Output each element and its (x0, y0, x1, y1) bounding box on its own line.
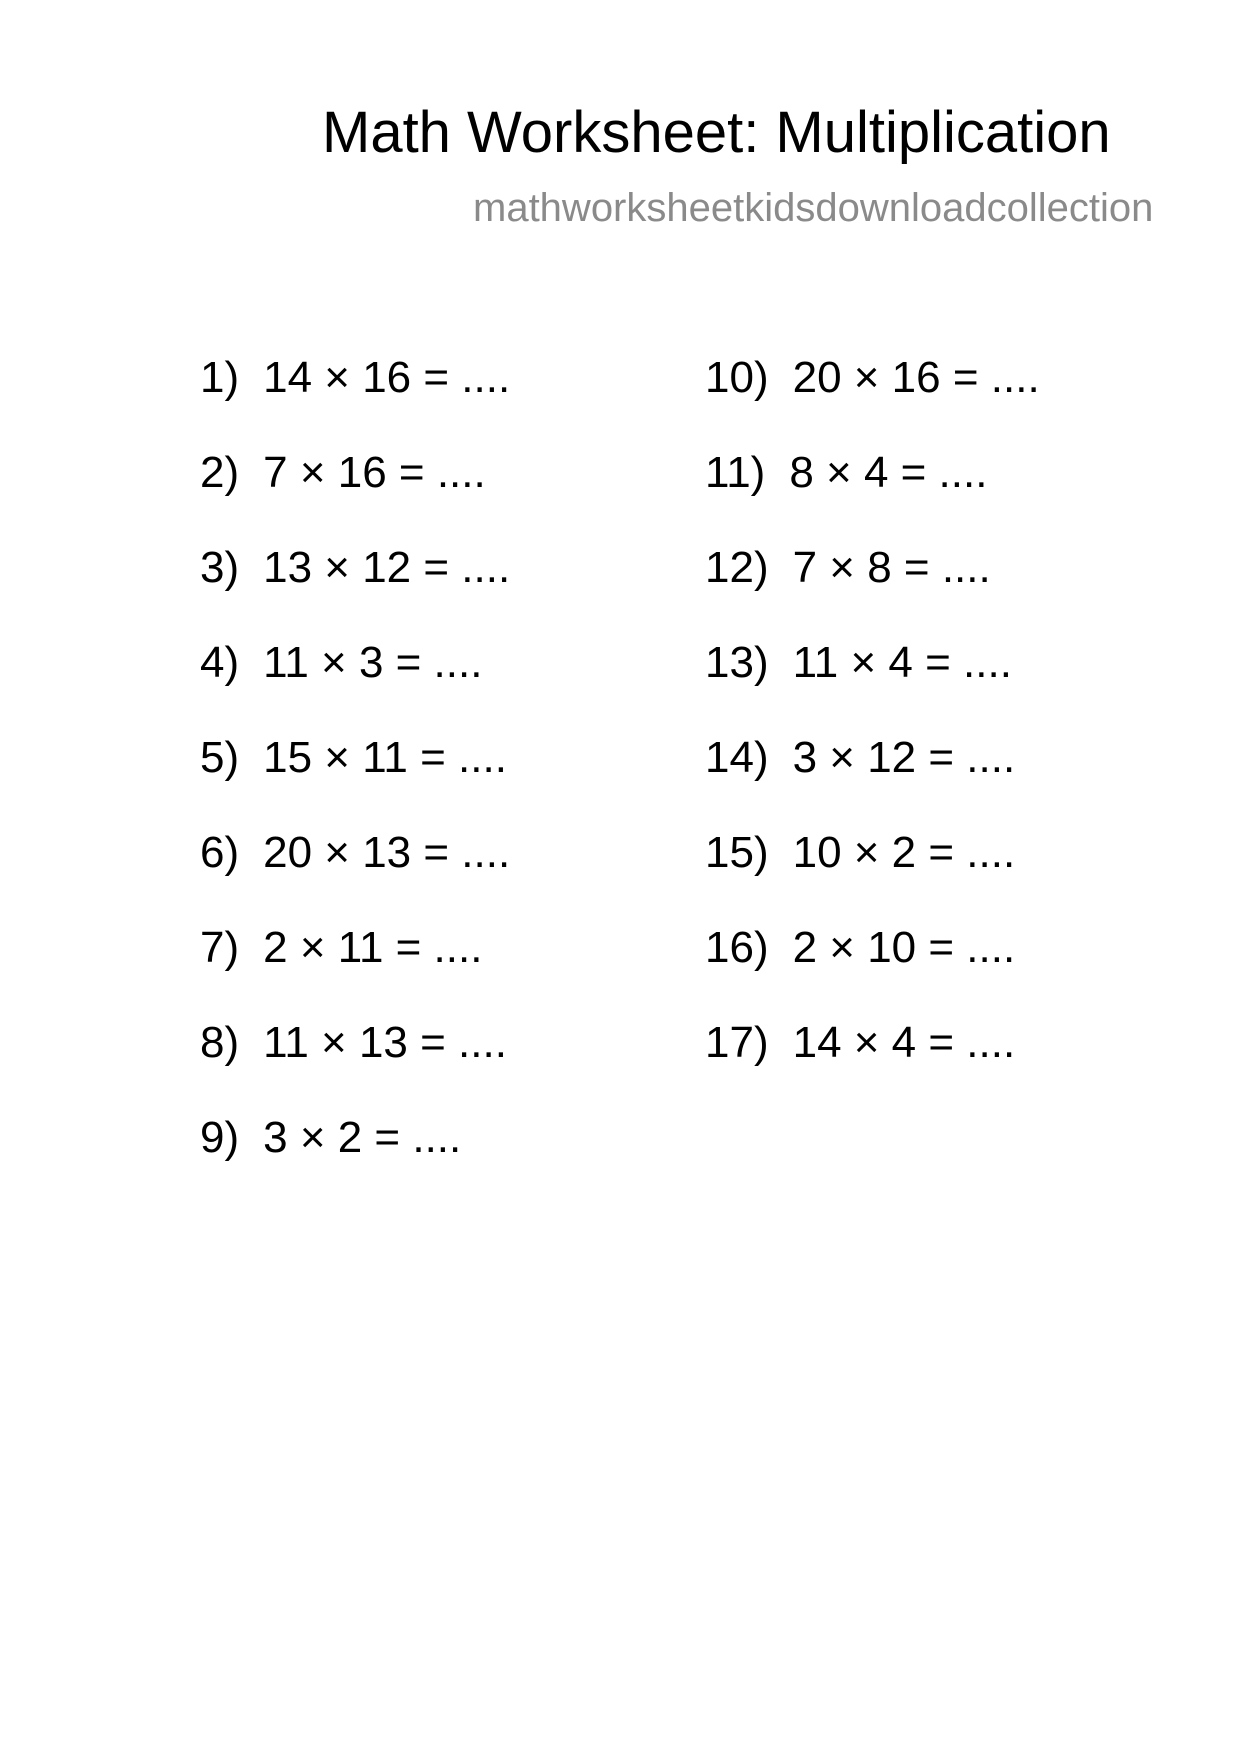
problem-8 (200, 1013, 510, 1108)
problem-number: 7) (200, 923, 240, 972)
problem-2 (200, 443, 510, 538)
problem-16 (705, 918, 1040, 1013)
problem-number: 8) (200, 1018, 240, 1067)
problem-expression: 3 × 2 = .... (263, 1113, 462, 1162)
problem-4 (200, 633, 510, 728)
problem-expression: 14 × 4 = .... (792, 1018, 1016, 1067)
problem-15 (705, 823, 1040, 918)
page-title: Math Worksheet: Multiplication (322, 100, 1111, 165)
problem-1 (200, 348, 510, 443)
problem-number: 5) (200, 733, 240, 782)
site-watermark: mathworksheetkidsdownloadcollection (473, 186, 1154, 230)
problem-expression: 11 × 13 = .... (263, 1018, 507, 1067)
problem-expression: 13 × 12 = .... (263, 543, 511, 592)
problem-number: 6) (200, 828, 240, 877)
problem-13 (705, 633, 1040, 728)
problem-number: 11) (705, 448, 766, 497)
problem-14 (705, 728, 1040, 823)
problem-number: 1) (200, 353, 240, 402)
problem-number: 9) (200, 1113, 240, 1162)
problem-6 (200, 823, 510, 918)
problem-number: 15) (705, 828, 769, 877)
problem-number: 16) (705, 923, 769, 972)
problem-number: 2) (200, 448, 240, 497)
problem-expression: 11 × 3 = .... (263, 638, 483, 687)
problem-9 (200, 1108, 510, 1203)
problem-expression: 2 × 10 = .... (792, 923, 1016, 972)
problem-expression: 2 × 11 = .... (263, 923, 483, 972)
problem-expression: 8 × 4 = .... (789, 448, 988, 497)
problem-number: 10) (705, 353, 769, 402)
problem-7 (200, 918, 510, 1013)
left-problem-column (200, 348, 510, 1203)
problem-12 (705, 538, 1040, 633)
problem-number: 3) (200, 543, 240, 592)
problem-number: 17) (705, 1018, 769, 1067)
problem-expression: 11 × 4 = .... (792, 638, 1012, 687)
problem-number: 14) (705, 733, 769, 782)
problem-5 (200, 728, 510, 823)
problem-11 (705, 443, 1040, 538)
problem-number: 12) (705, 543, 769, 592)
problem-expression: 14 × 16 = .... (263, 353, 511, 402)
problem-expression: 10 × 2 = .... (792, 828, 1016, 877)
problem-17 (705, 1013, 1040, 1108)
problem-number: 13) (705, 638, 769, 687)
right-problem-column (705, 348, 1040, 1108)
problem-expression: 7 × 8 = .... (792, 543, 991, 592)
problem-expression: 3 × 12 = .... (792, 733, 1016, 782)
problem-expression: 20 × 13 = .... (263, 828, 511, 877)
problem-expression: 20 × 16 = .... (792, 353, 1040, 402)
problem-number: 4) (200, 638, 240, 687)
problem-expression: 7 × 16 = .... (263, 448, 486, 497)
problem-10 (705, 348, 1040, 443)
problem-3 (200, 538, 510, 633)
problem-expression: 15 × 11 = .... (263, 733, 507, 782)
